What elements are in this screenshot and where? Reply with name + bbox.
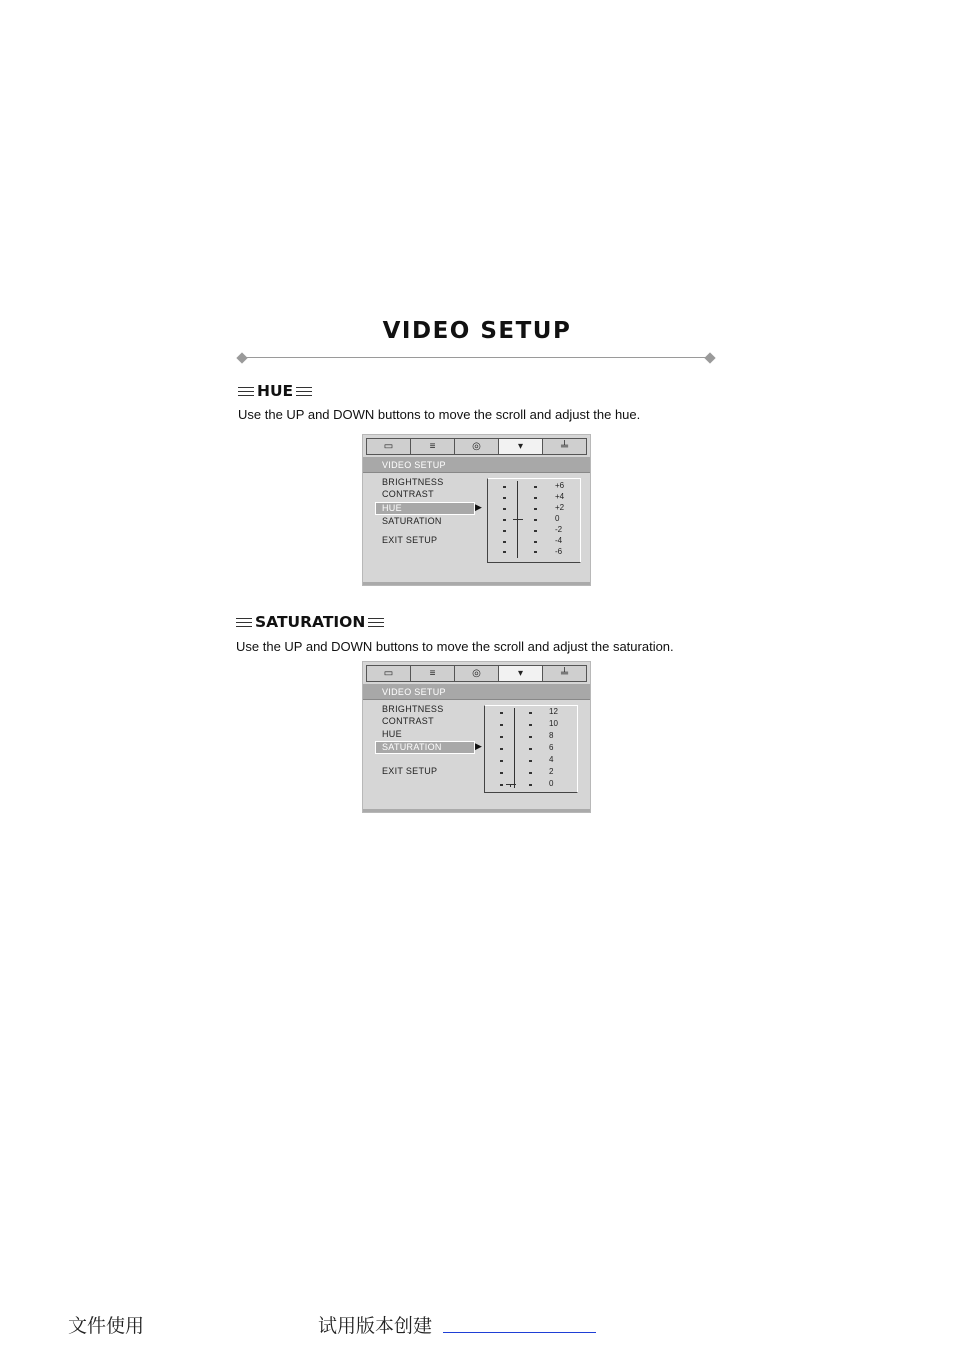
osd-bottom-bar (363, 809, 590, 812)
video-camera-icon[interactable]: ▾ (499, 666, 543, 681)
video-camera-icon[interactable]: ▾ (499, 439, 543, 454)
saturation-description: Use the UP and DOWN buttons to move the scroll and adjust the saturation. (236, 639, 674, 654)
hue-heading-text: HUE (257, 382, 294, 400)
monitor-icon[interactable]: ▭ (367, 439, 411, 454)
divider-left-diamond (236, 352, 247, 363)
scale-value: -6 (555, 547, 563, 556)
footer-link[interactable] (443, 1332, 596, 1333)
menu-item-hue[interactable]: HUE (382, 729, 402, 739)
menu-item-contrast[interactable]: CONTRAST (382, 716, 434, 726)
saturation-heading (236, 613, 384, 631)
menu-item-contrast[interactable]: CONTRAST (382, 489, 434, 499)
scale-value: +2 (555, 503, 565, 512)
heading-lines-icon (236, 617, 252, 628)
footer-right-text: 试用版本创建 (318, 1315, 433, 1337)
scroll-handle[interactable] (513, 519, 523, 520)
preference-icon[interactable]: ╧ (560, 668, 569, 679)
scale-value: -4 (555, 536, 563, 545)
divider-right-diamond (704, 352, 715, 363)
scale-value: 12 (549, 707, 558, 716)
hue-heading (238, 382, 312, 400)
scale-value: +4 (555, 492, 565, 501)
menu-item-brightness[interactable]: BRIGHTNESS (382, 704, 444, 714)
menu-item-exit-setup[interactable]: EXIT SETUP (382, 766, 438, 776)
language-icon[interactable]: ≡ (411, 439, 455, 454)
scale-value: 0 (549, 779, 554, 788)
saturation-heading-text: SATURATION (255, 613, 366, 631)
osd-header-text: VIDEO SETUP (382, 460, 446, 470)
menu-item-hue[interactable]: HUE (375, 502, 475, 515)
language-icon[interactable]: ≡ (411, 666, 455, 681)
hue-osd-menu (362, 434, 591, 586)
menu-item-exit-setup[interactable]: EXIT SETUP (382, 535, 438, 545)
audio-icon[interactable]: ◎ (455, 666, 499, 681)
scale-value: 0 (555, 514, 560, 523)
osd-tab-bar (366, 438, 587, 455)
selection-arrow-icon: ▶ (475, 502, 482, 512)
scale-value: 8 (549, 731, 554, 740)
scale-track (514, 708, 515, 788)
scale-value: -2 (555, 525, 563, 534)
hue-description: Use the UP and DOWN buttons to move the scroll and adjust the hue. (238, 407, 641, 422)
osd-bottom-bar (363, 582, 590, 585)
scroll-handle[interactable] (506, 784, 516, 785)
scale-value: +6 (555, 481, 565, 490)
heading-lines-icon (296, 386, 312, 397)
saturation-osd-menu (362, 661, 591, 813)
footer-left-text: 文件使用 (68, 1315, 145, 1337)
scale-value: 2 (549, 767, 554, 776)
heading-lines-icon (368, 617, 384, 628)
monitor-icon[interactable]: ▭ (367, 666, 411, 681)
osd-header-text: VIDEO SETUP (382, 687, 446, 697)
scale-value: 6 (549, 743, 554, 752)
page-title: VIDEO SETUP (382, 318, 572, 344)
selection-arrow-icon: ▶ (475, 741, 482, 751)
scale-value: 10 (549, 719, 558, 728)
menu-item-brightness[interactable]: BRIGHTNESS (382, 477, 444, 487)
saturation-scale[interactable] (484, 705, 578, 793)
heading-lines-icon (238, 386, 254, 397)
menu-item-saturation[interactable]: SATURATION (382, 516, 442, 526)
audio-icon[interactable]: ◎ (455, 439, 499, 454)
title-divider (242, 357, 710, 358)
osd-tab-bar (366, 665, 587, 682)
menu-item-saturation[interactable]: SATURATION (375, 741, 475, 754)
preference-icon[interactable]: ╧ (560, 441, 569, 452)
osd-header (363, 457, 590, 473)
osd-header (363, 684, 590, 700)
hue-scale[interactable] (487, 478, 581, 563)
scale-value: 4 (549, 755, 554, 764)
